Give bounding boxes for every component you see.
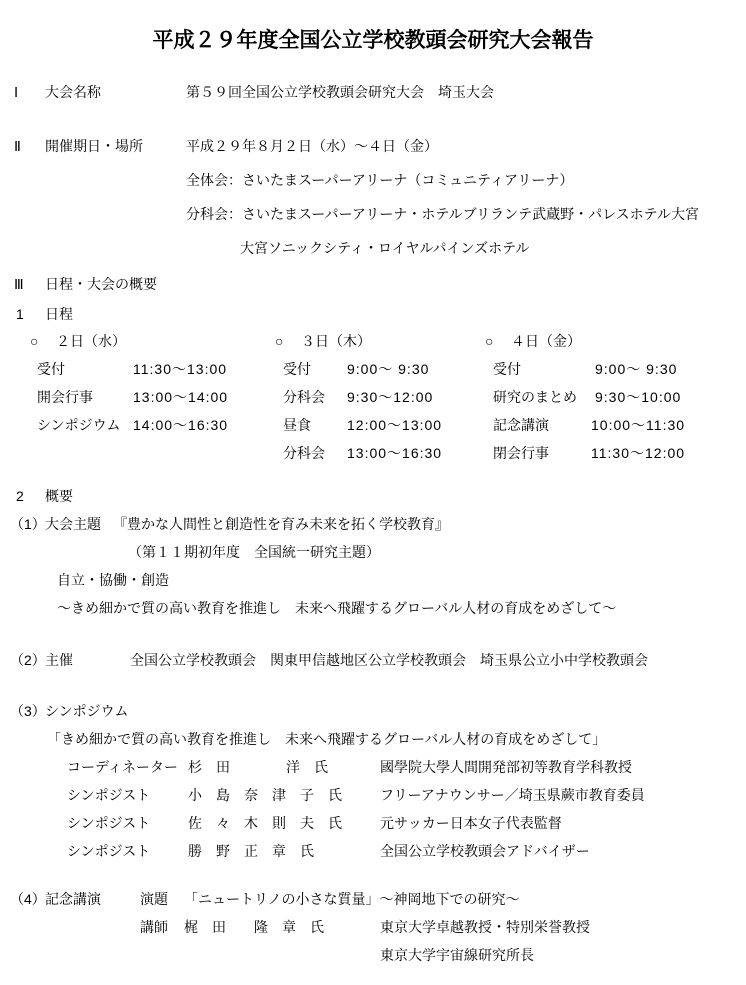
lecturer-title: 東京大学宇宙線研究所長 <box>380 947 534 963</box>
schedule-item-time: 10:00～11:30 <box>591 417 686 433</box>
section-1-numeral: Ⅰ <box>14 84 19 100</box>
lecture-topic-label: 演題 <box>140 891 168 907</box>
schedule-item-time: 13:00～16:30 <box>347 445 443 461</box>
lecture-number: （4） <box>10 891 46 907</box>
schedule-item-time: 9:00～ 9:30 <box>595 361 678 377</box>
lecturer-title: 東京大学卓越教授・特別栄誉教授 <box>380 919 590 935</box>
section-2-line: 全体会：さいたまスーパーアリーナ（コミュニティアリーナ） <box>186 172 574 188</box>
schedule-item-time: 11:30～13:00 <box>133 361 228 377</box>
day-title: ２日（水） <box>56 333 126 349</box>
schedule-item-time: 12:00～13:00 <box>347 417 443 433</box>
section-2-line: 平成２９年８月２日（水）～４日（金） <box>186 138 438 154</box>
theme-slogan: 自立・協働・創造 <box>57 572 169 588</box>
schedule-item-label: 記念講演 <box>493 417 549 433</box>
theme-subtitle: （第１１期初年度 全国統一研究主題） <box>128 544 380 560</box>
symposium-member-name: 佐 々 木 則 夫 氏 <box>188 815 342 831</box>
lecturer-name: 梶 田 隆 章 氏 <box>184 919 324 935</box>
symposium-theme: 「きめ細かで質の高い教育を推進し 未来へ飛躍するグローバル人材の育成をめざして」 <box>47 731 607 747</box>
symposium-member-role: シンポジスト <box>67 787 151 803</box>
schedule-item-label: 受付 <box>493 361 521 377</box>
schedule-heading-label: 日程 <box>45 306 73 322</box>
section-2-line: 大宮ソニックシティ・ロイヤルパインズホテル <box>240 240 530 256</box>
section-2-label: 開催期日・場所 <box>45 138 143 154</box>
sponsor-label: 主催 <box>45 652 73 668</box>
schedule-item-time: 11:30～12:00 <box>591 445 686 461</box>
page-title: 平成２９年度全国公立学校教頭会研究大会報告 <box>152 29 594 52</box>
theme-slogan: ～きめ細かで質の高い教育を推進し 未来へ飛躍するグローバル人材の育成をめざして～ <box>57 600 617 616</box>
lecture-label: 記念講演 <box>45 891 101 907</box>
lecture-topic: 「ニュートリノの小さな質量」～神岡地下での研究～ <box>184 891 520 907</box>
theme-title: 『豊かな人間性と創造性を育み未来を拓く学校教育』 <box>113 516 449 532</box>
section-1-label: 大会名称 <box>45 84 101 100</box>
schedule-item-time: 9:30～12:00 <box>347 389 434 405</box>
day-bullet-icon: ○ <box>30 333 39 349</box>
symposium-member-role: コーディネーター <box>67 759 178 775</box>
schedule-item-label: 受付 <box>37 361 65 377</box>
lecturer-label: 講師 <box>140 919 168 935</box>
day-title: ３日（木） <box>301 333 371 349</box>
symposium-member-role: シンポジスト <box>67 815 151 831</box>
symposium-member-name: 杉 田 洋 氏 <box>188 759 328 775</box>
section-2-line: 分科会：さいたまスーパーアリーナ・ホテルブリランテ武蔵野・パレスホテル大宮 <box>186 206 699 222</box>
schedule-heading-number: 1 <box>16 306 24 322</box>
schedule-item-label: 分科会 <box>283 445 325 461</box>
schedule-item-label: 開会行事 <box>37 389 93 405</box>
day-title: ４日（金） <box>511 333 581 349</box>
day-bullet-icon: ○ <box>275 333 284 349</box>
schedule-item-label: 分科会 <box>283 389 325 405</box>
overview-heading-label: 概要 <box>45 488 73 504</box>
section-3-label: 日程・大会の概要 <box>45 276 157 292</box>
symposium-member-title: 全国公立学校教頭会アドバイザー <box>380 843 590 859</box>
symposium-member-title: 國學院大學人間開発部初等教育学科教授 <box>380 759 632 775</box>
overview-heading-number: 2 <box>16 488 24 504</box>
section-1-content: 第５９回全国公立学校教頭会研究大会 埼玉大会 <box>186 84 494 100</box>
schedule-item-time: 14:00～16:30 <box>133 417 229 433</box>
schedule-item-label: シンポジウム <box>37 417 121 433</box>
sponsor-number: （2） <box>10 652 46 668</box>
schedule-item-time: 9:00～ 9:30 <box>347 361 430 377</box>
symposium-member-name: 小 島 奈 津 子 氏 <box>188 787 342 803</box>
symposium-member-title: フリーアナウンサー／埼玉県蕨市教育委員 <box>380 787 645 803</box>
symposium-member-title: 元サッカー日本女子代表監督 <box>380 815 562 831</box>
theme-label: 大会主題 <box>45 516 101 532</box>
schedule-item-time: 9:30～10:00 <box>595 389 682 405</box>
schedule-item-label: 受付 <box>283 361 311 377</box>
section-3-numeral: Ⅲ <box>14 276 24 292</box>
schedule-item-time: 13:00～14:00 <box>133 389 229 405</box>
symposium-label: シンポジウム <box>45 703 129 719</box>
theme-number: （1） <box>10 516 46 532</box>
schedule-item-label: 閉会行事 <box>493 445 549 461</box>
symposium-number: （3） <box>10 703 46 719</box>
day-bullet-icon: ○ <box>485 333 494 349</box>
symposium-member-name: 勝 野 正 章 氏 <box>188 843 314 859</box>
section-2-numeral: Ⅱ <box>14 138 21 154</box>
schedule-item-label: 昼食 <box>283 417 311 433</box>
sponsor-content: 全国公立学校教頭会 関東甲信越地区公立学校教頭会 埼玉県公立小中学校教頭会 <box>130 652 648 668</box>
schedule-item-label: 研究のまとめ <box>493 389 577 405</box>
symposium-member-role: シンポジスト <box>67 843 151 859</box>
